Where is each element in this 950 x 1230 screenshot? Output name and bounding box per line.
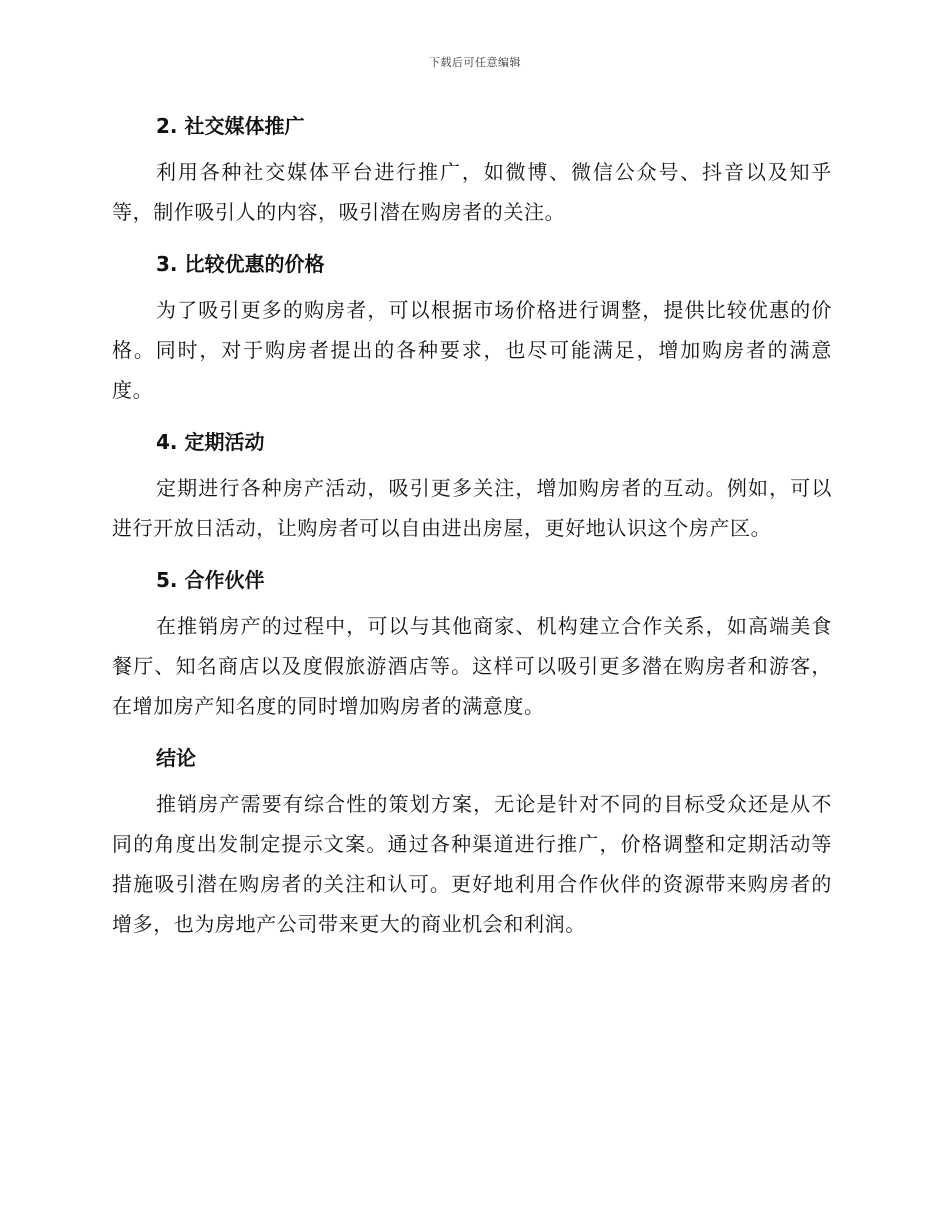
section-social-media [112,104,832,232]
section-heading: 3. 比较优惠的价格 [156,252,325,276]
section-paragraph: 在推销房产的过程中，可以与其他商家、机构建立合作关系，如高端美食餐厅、知名商店以及度假旅游酒店等。这样可以吸引更多潜在购房者和游客，在增加房产知名度的同时增加购房者的满意度。 [112,614,832,718]
page-header: 下载后可任意编辑 [429,56,521,69]
document-body [112,104,832,954]
section-paragraph: 推销房产需要有综合性的策划方案，无论是针对不同的目标受众还是从不同的角度出发制定提示文案。通过各种渠道进行推广，价格调整和定期活动等措施吸引潜在购房者的关注和认可。更好地利用合作伙伴的资源带来购房者的增多，也为房地产公司带来更大的商业机会和利润。 [112,792,832,936]
section-heading: 2. 社交媒体推广 [156,114,305,138]
section-heading: 5. 合作伙伴 [156,568,265,592]
section-heading: 结论 [156,746,196,770]
section-partners [112,558,832,726]
section-events [112,420,832,548]
section-conclusion [112,736,832,944]
section-heading: 4. 定期活动 [156,430,265,454]
section-paragraph: 利用各种社交媒体平台进行推广，如微博、微信公众号、抖音以及知乎等，制作吸引人的内容，吸引潜在购房者的关注。 [112,160,832,224]
section-paragraph: 为了吸引更多的购房者，可以根据市场价格进行调整，提供比较优惠的价格。同时，对于购房者提出的各种要求，也尽可能满足，增加购房者的满意度。 [112,298,832,402]
section-pricing [112,242,832,410]
section-paragraph: 定期进行各种房产活动，吸引更多关注，增加购房者的互动。例如，可以进行开放日活动，让购房者可以自由进出房屋，更好地认识这个房产区。 [112,476,832,540]
